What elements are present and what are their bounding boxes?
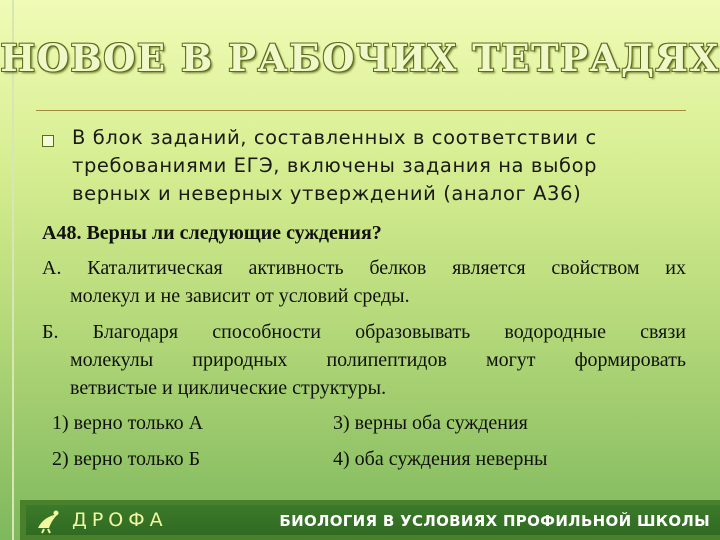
option-1: 1) верно только А xyxy=(52,412,204,434)
drofa-logo-icon xyxy=(34,508,64,538)
question-title: А48. Верны ли следующие суждения? xyxy=(42,222,382,244)
statement-b xyxy=(42,318,686,402)
bullet-item xyxy=(42,124,702,208)
statement-b-line: молекулы природных полипептидов могут формировать xyxy=(70,349,686,371)
title-divider xyxy=(36,110,686,111)
logo-text: ДРОФА xyxy=(72,509,168,531)
option-2: 2) верно только Б xyxy=(52,448,201,470)
slide-title: НОВОЕ В РАБОЧИХ ТЕТРАДЯХ xyxy=(0,36,720,80)
statement-b-line: ветвистые и циклические структуры. xyxy=(70,377,387,399)
statement-a-line: молекул и не зависит от условий среды. xyxy=(70,285,410,307)
left-rule xyxy=(12,0,14,540)
option-3: 3) верны оба суждения xyxy=(333,412,528,434)
bullet-text xyxy=(72,124,702,208)
square-bullet-icon xyxy=(42,135,54,147)
statement-b-line: Б. Благодаря способности образовывать водородные связи xyxy=(42,321,686,343)
statement-a xyxy=(42,254,686,310)
bullet-line: требованиями ЕГЭ, включены задания на выбор xyxy=(72,154,598,177)
option-4: 4) оба суждения неверны xyxy=(333,448,548,470)
bullet-line: В блок заданий, составленных в соответствии с xyxy=(72,126,597,149)
series-title: БИОЛОГИЯ В УСЛОВИЯХ ПРОФИЛЬНОЙ ШКОЛЫ xyxy=(279,512,710,530)
bullet-line: верных и неверных утверждений (аналог А36) xyxy=(72,182,582,205)
statement-a-line: А. Каталитическая активность белков является свойством их xyxy=(42,257,686,279)
